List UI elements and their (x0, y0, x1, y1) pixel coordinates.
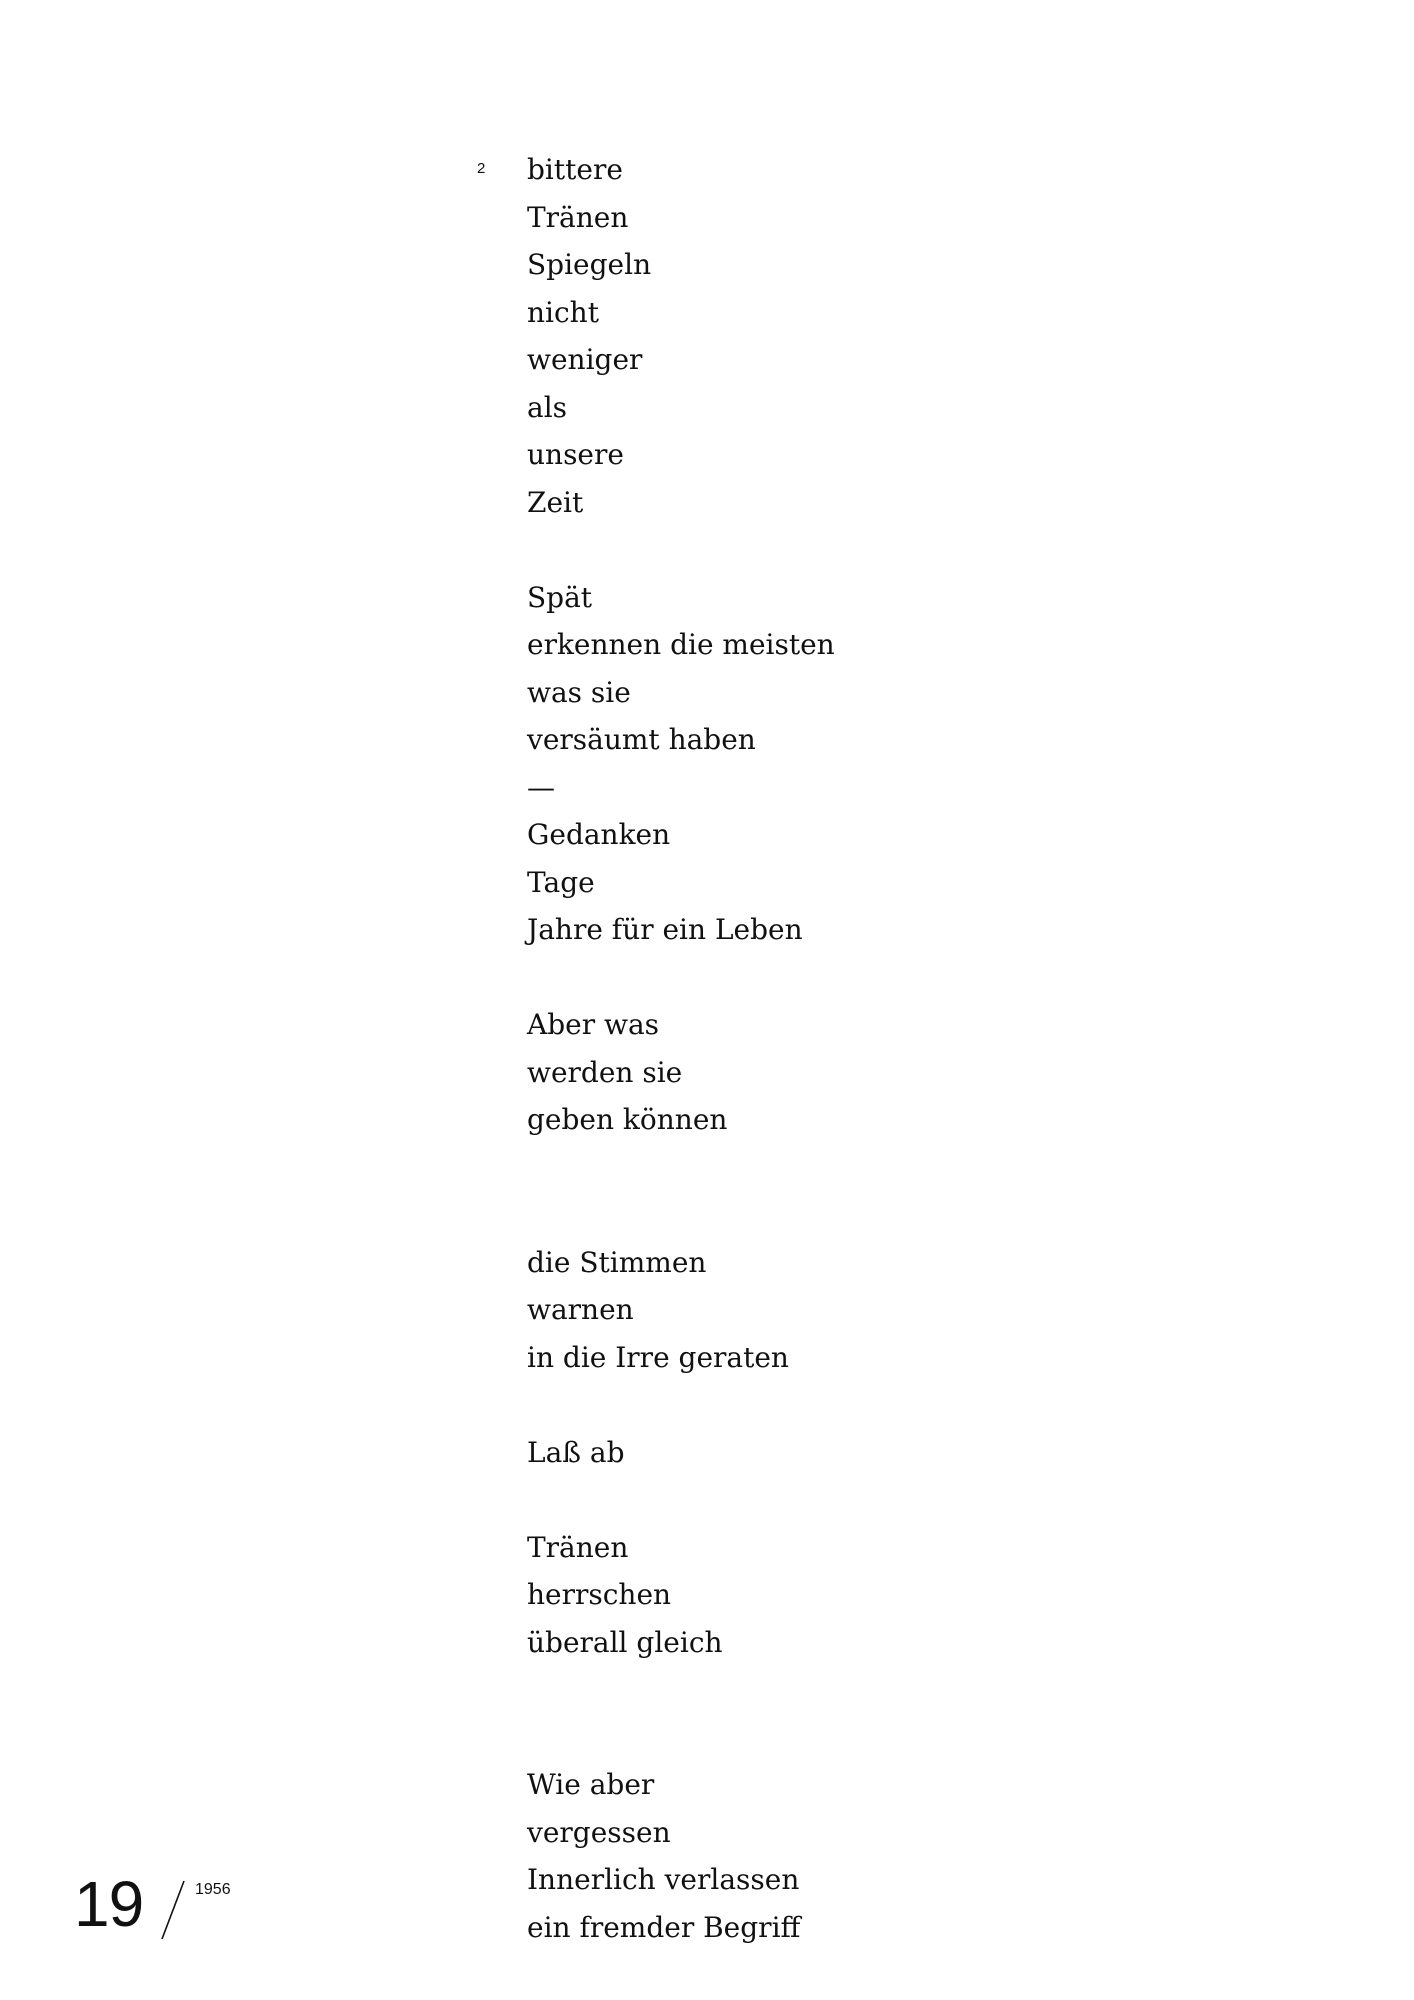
poem-line: bittere (527, 153, 623, 186)
poem-line: ein fremder Begriff (527, 1910, 801, 1944)
stanza-break (527, 1381, 1227, 1429)
poem-line: Innerlich verlassen (527, 1863, 800, 1896)
poem-text (527, 146, 1227, 1951)
poem-line: als (527, 390, 568, 424)
poem-line: in die Irre geraten (527, 1340, 789, 1374)
poem-line: Gedanken (527, 818, 671, 851)
poem-line: unsere (527, 438, 624, 471)
poem-line: Tage (527, 865, 595, 899)
poem-line: Tränen (527, 1530, 629, 1564)
poem-line: erkennen die meisten (527, 628, 835, 661)
poem-line: geben können (527, 1103, 728, 1136)
stanza-break (527, 1666, 1227, 1761)
stanza-break (527, 1144, 1227, 1239)
slash-separator (158, 1879, 188, 1941)
poem-line: Laß ab (527, 1435, 625, 1469)
year-label: 1956 (195, 1881, 231, 1898)
poem-line: die Stimmen (527, 1245, 707, 1279)
stanza-break (527, 526, 1227, 574)
stanza-break (527, 954, 1227, 1002)
poem-line: Spät (527, 580, 593, 614)
poem-line: was sie (527, 675, 631, 709)
stanza-break (527, 1476, 1227, 1524)
poem-line: Tränen (527, 200, 629, 234)
poem-line: Wie aber (527, 1768, 655, 1801)
poem-dash: — (527, 770, 555, 804)
poem-line: versäumt haben (527, 723, 756, 756)
poem-line: weniger (527, 343, 643, 376)
poem-line: Aber was (527, 1008, 660, 1041)
poem-line: vergessen (527, 1815, 671, 1849)
stanza-number: 2 (477, 160, 486, 177)
page-number: 19 (74, 1868, 144, 1940)
poem-line: warnen (527, 1293, 634, 1326)
poem-line: überall gleich (527, 1625, 723, 1659)
poem-line: Jahre für ein Leben (527, 913, 803, 946)
poem-line: herrschen (527, 1578, 672, 1611)
poem-line: werden sie (527, 1055, 683, 1089)
poem-line: Zeit (527, 485, 584, 519)
poem-line: nicht (527, 295, 599, 329)
poem-line: Spiegeln (527, 248, 652, 281)
